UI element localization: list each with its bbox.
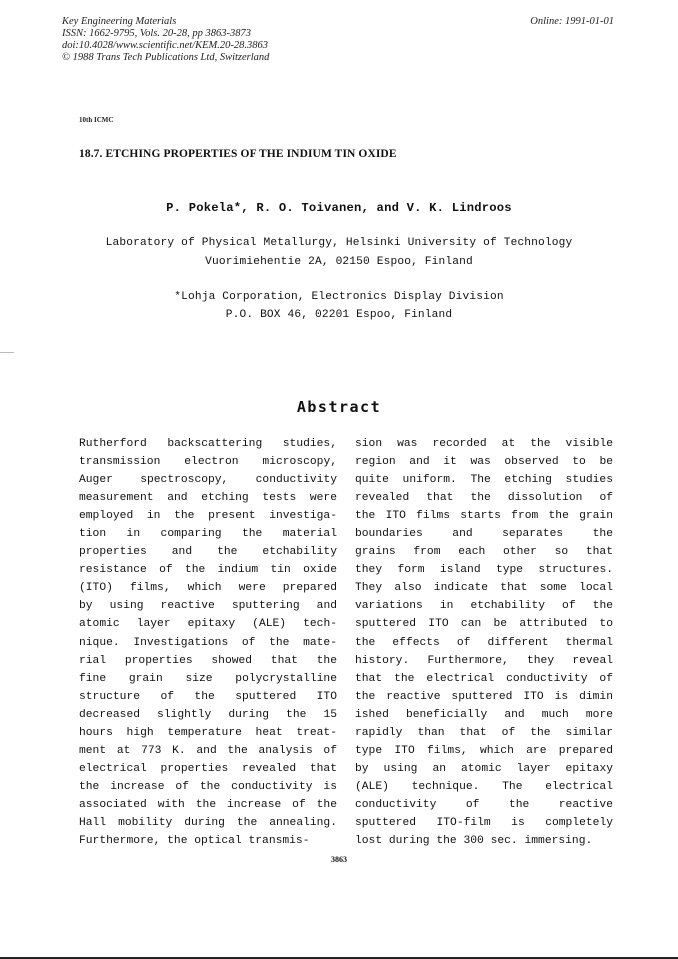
abstract-line: region and it was observed to be: [355, 456, 613, 469]
journal-name: Key Engineering Materials: [62, 16, 177, 27]
abstract-line: measurement and etching tests were: [79, 492, 337, 505]
abstract-line: the ITO films starts from the grain: [355, 510, 613, 523]
abstract-line: transmission electron microscopy,: [79, 456, 337, 469]
abstract-line: ished beneficially and much more: [355, 708, 613, 721]
section-title: 18.7. ETCHING PROPERTIES OF THE INDIUM TIN OXIDE: [79, 148, 397, 160]
abstract-line: by using reactive sputtering and: [79, 600, 337, 613]
abstract-line: the reactive sputtered ITO is dimin: [355, 690, 613, 703]
abstract-heading: Abstract: [296, 398, 382, 416]
abstract-line: Rutherford backscattering studies,: [79, 438, 337, 450]
abstract-line: hours high temperature heat treat-: [79, 726, 337, 739]
abstract-line: Auger spectroscopy, conductivity: [79, 474, 337, 487]
abstract-column-left: [79, 435, 337, 850]
abstract-line: atomic layer epitaxy (ALE) tech-: [79, 618, 337, 631]
abstract-line: variations in etchability of the: [355, 600, 613, 613]
abstract-line: rapidly than that of the similar: [355, 726, 613, 739]
abstract-line: ment at 773 K. and the analysis of: [79, 744, 337, 757]
issn-line: ISSN: 1662-9795, Vols. 20-28, pp 3863-3873: [62, 28, 251, 39]
affiliation-2-line-1: *Lohja Corporation, Electronics Display Division: [174, 291, 504, 303]
margin-mark: [0, 352, 14, 353]
journal-header: [62, 16, 269, 64]
abstract-line: that the electrical conductivity of: [355, 672, 613, 685]
page-number: 3863: [331, 855, 347, 864]
abstract-line: revealed that the dissolution of: [355, 492, 613, 505]
abstract-line: Hall mobility during the annealing.: [79, 816, 337, 829]
author-list: P. Pokela*, R. O. Toivanen, and V. K. Lindroos: [166, 201, 512, 215]
abstract-column-right: [355, 435, 613, 850]
online-date: Online: 1991-01-01: [530, 16, 614, 27]
abstract-line: the increase of the conductivity is: [79, 780, 337, 793]
abstract-line: the effects of different thermal: [355, 636, 613, 649]
conference-tag: 10th ICMC: [79, 116, 114, 124]
doi-line: doi:10.4028/www.scientific.net/KEM.20-28.3863: [62, 40, 268, 51]
abstract-line: lost during the 300 sec. immersing.: [355, 835, 593, 848]
abstract-line: history. Furthermore, they reveal: [355, 654, 613, 667]
affiliation-1-line-1: Laboratory of Physical Metallurgy, Helsinki University of Technology: [105, 237, 573, 249]
affiliation-2-line-2: P.O. BOX 46, 02201 Espoo, Finland: [225, 309, 453, 321]
abstract-line: resistance of the indium tin oxide: [79, 564, 337, 577]
abstract-line: decreased slightly during the 15: [79, 708, 337, 721]
abstract-line: (ITO) films, which were prepared: [79, 582, 337, 595]
abstract-line: structure of the sputtered ITO: [79, 690, 337, 703]
abstract-line: sputtered ITO-film is completely: [355, 816, 613, 829]
abstract-line: by using an atomic layer epitaxy: [355, 762, 613, 775]
abstract-line: tion in comparing the material: [79, 528, 337, 541]
abstract-line: grains from each other so that: [355, 546, 613, 559]
abstract-line: quite uniform. The etching studies: [355, 474, 613, 487]
abstract-line: rial properties showed that the: [79, 654, 337, 667]
copyright-line: © 1988 Trans Tech Publications Ltd, Switzerland: [62, 52, 270, 63]
abstract-line: boundaries and separates the: [355, 528, 613, 541]
abstract-line: conductivity of the reactive: [355, 798, 613, 811]
abstract-line: sputtered ITO can be attributed to: [355, 618, 613, 631]
abstract-line: They also indicate that some local: [355, 582, 613, 595]
abstract-line: associated with the increase of the: [79, 798, 337, 811]
affiliation-1-line-2: Vuorimiehentie 2A, 02150 Espoo, Finland: [205, 256, 473, 268]
abstract-line: type ITO films, which are prepared: [355, 744, 613, 757]
abstract-line: (ALE) technique. The electrical: [355, 780, 613, 793]
abstract-line: they form island type structures.: [355, 564, 613, 577]
abstract-line: fine grain size polycrystalline: [79, 672, 337, 685]
abstract-line: Furthermore, the optical transmis-: [79, 835, 310, 848]
abstract-line: electrical properties revealed that: [79, 762, 337, 775]
abstract-line: sion was recorded at the visible: [355, 438, 613, 450]
abstract-line: properties and the etchability: [79, 546, 337, 559]
abstract-line: employed in the present investiga-: [79, 510, 337, 523]
abstract-line: nique. Investigations of the mate-: [79, 636, 337, 649]
